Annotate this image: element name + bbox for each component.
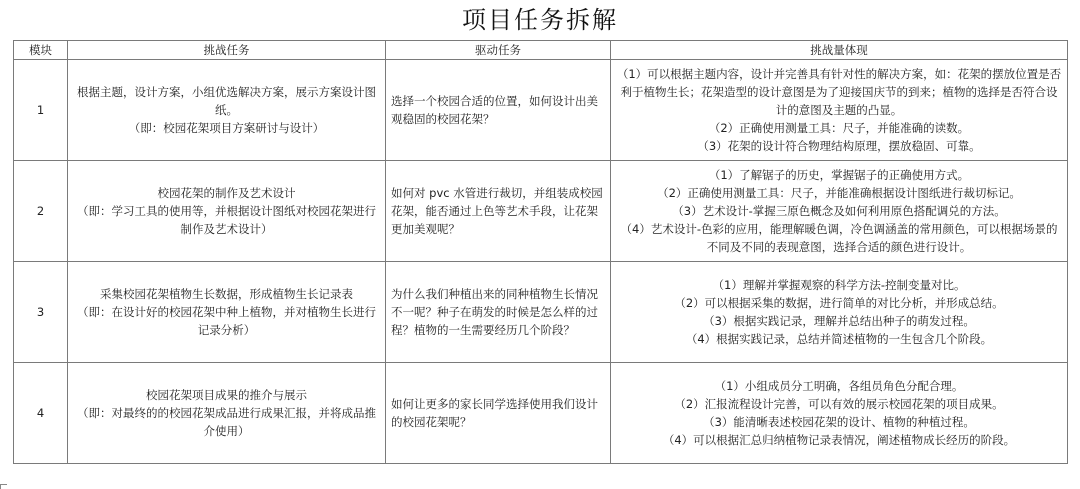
driving-cell: 如何对 pvc 水管进行裁切，并组装成校园花架，能否通过上色等艺术手段，让花架更加美观呢？: [386, 161, 611, 262]
task-breakdown-table: [13, 40, 1068, 464]
document-title: 项目任务拆解: [462, 6, 618, 34]
measure-item: （1）了解锯子的历史，掌握锯子的正确使用方式。: [708, 168, 970, 182]
measure-item: （1）可以根据主题内容，设计并完善具有针对性的解决方案，如：花架的摆放位置是否利于植物生长；花架造型的设计意图是为了迎接国庆节的到来；植物的选择是否符合设计的意图及主题的凸显。: [616, 67, 1062, 117]
header-measures: 挑战量体现: [611, 41, 1068, 60]
module-number: 2: [14, 161, 68, 262]
table-row: [14, 262, 1068, 363]
module-number: 4: [14, 363, 68, 464]
challenge-text: 根据主题，设计方案，小组优选解决方案，展示方案设计图纸。: [77, 85, 376, 117]
module-number: 1: [14, 60, 68, 161]
challenge-note: （即：校园花架项目方案研讨与设计）: [128, 121, 325, 135]
header-challenge: 挑战任务: [68, 41, 386, 60]
challenge-cell: [68, 60, 386, 161]
measures-cell: [611, 161, 1068, 262]
header-module: 模块: [14, 41, 68, 60]
challenge-note: （即：学习工具的使用等，并根据设计图纸对校园花架进行制作及艺术设计）: [77, 204, 376, 236]
table-row: [14, 363, 1068, 464]
measures-cell: [611, 262, 1068, 363]
challenge-note: （即：在设计好的校园花架中种上植物，并对植物生长进行记录分析）: [77, 305, 376, 337]
measure-item: （2）正确使用测量工具：尺子，并能准确的读数。: [708, 121, 970, 135]
table-header-row: [14, 41, 1068, 60]
challenge-text: 采集校园花架植物生长数据，形成植物生长记录表: [100, 287, 353, 301]
challenge-text: 校园花架的制作及艺术设计: [157, 186, 296, 200]
header-driving: 驱动任务: [386, 41, 611, 60]
measure-item: （2）汇报流程设计完善，可以有效的展示校园花架的项目成果。: [674, 397, 1004, 411]
measure-item: （2）可以根据采集的数据，进行简单的对比分析，并形成总结。: [674, 296, 1004, 310]
challenge-text: 校园花架项目成果的推介与展示: [146, 388, 307, 402]
measures-cell: [611, 60, 1068, 161]
challenge-cell: [68, 262, 386, 363]
challenge-cell: [68, 363, 386, 464]
measure-item: （3）能清晰表述校园花架的设计、植物的种植过程。: [703, 415, 975, 429]
measure-item: （1）理解并掌握观察的科学方法-控制变量对比。: [712, 278, 966, 292]
measure-item: （3）根据实践记录，理解并总结出种子的萌发过程。: [703, 314, 975, 328]
measure-item: （3）艺术设计-掌握三原色概念及如何利用原色搭配调兑的方法。: [672, 204, 1006, 218]
driving-cell: 选择一个校园合适的位置，如何设计出美观稳固的校园花架？: [386, 60, 611, 161]
measure-item: （4）可以根据汇总归纳植物记录表情况，阐述植物成长经历的阶段。: [662, 433, 1016, 447]
measure-item: （2）正确使用测量工具：尺子，并能准确根据设计图纸进行裁切标记。: [657, 186, 1021, 200]
module-number: 3: [14, 262, 68, 363]
measure-item: （3）花架的设计符合物理结构原理，摆放稳固、可靠。: [697, 139, 981, 153]
measure-item: （4）根据实践记录，总结并简述植物的一生包含几个阶段。: [685, 332, 993, 346]
measure-item: （4）艺术设计-色彩的应用，能理解暖色调，冷色调涵盖的常用颜色，可以根据场景的不同及不同的表现意图，选择合适的颜色进行设计。: [620, 222, 1058, 254]
challenge-note: （即：对最终的的校园花架成品进行成果汇报，并将成品推介使用）: [77, 406, 376, 438]
driving-cell: 为什么我们种植出来的同种植物生长情况不一呢？种子在萌发的时候是怎么样的过程？植物的一生需要经历几个阶段？: [386, 262, 611, 363]
table-row: [14, 161, 1068, 262]
driving-cell: 如何让更多的家长同学选择使用我们设计的校园花架呢？: [386, 363, 611, 464]
measures-cell: [611, 363, 1068, 464]
table-row: [14, 60, 1068, 161]
measure-item: （1）小组成员分工明确，各组员角色分配合理。: [714, 379, 964, 393]
challenge-cell: [68, 161, 386, 262]
page-corner-mark: [0, 484, 7, 489]
